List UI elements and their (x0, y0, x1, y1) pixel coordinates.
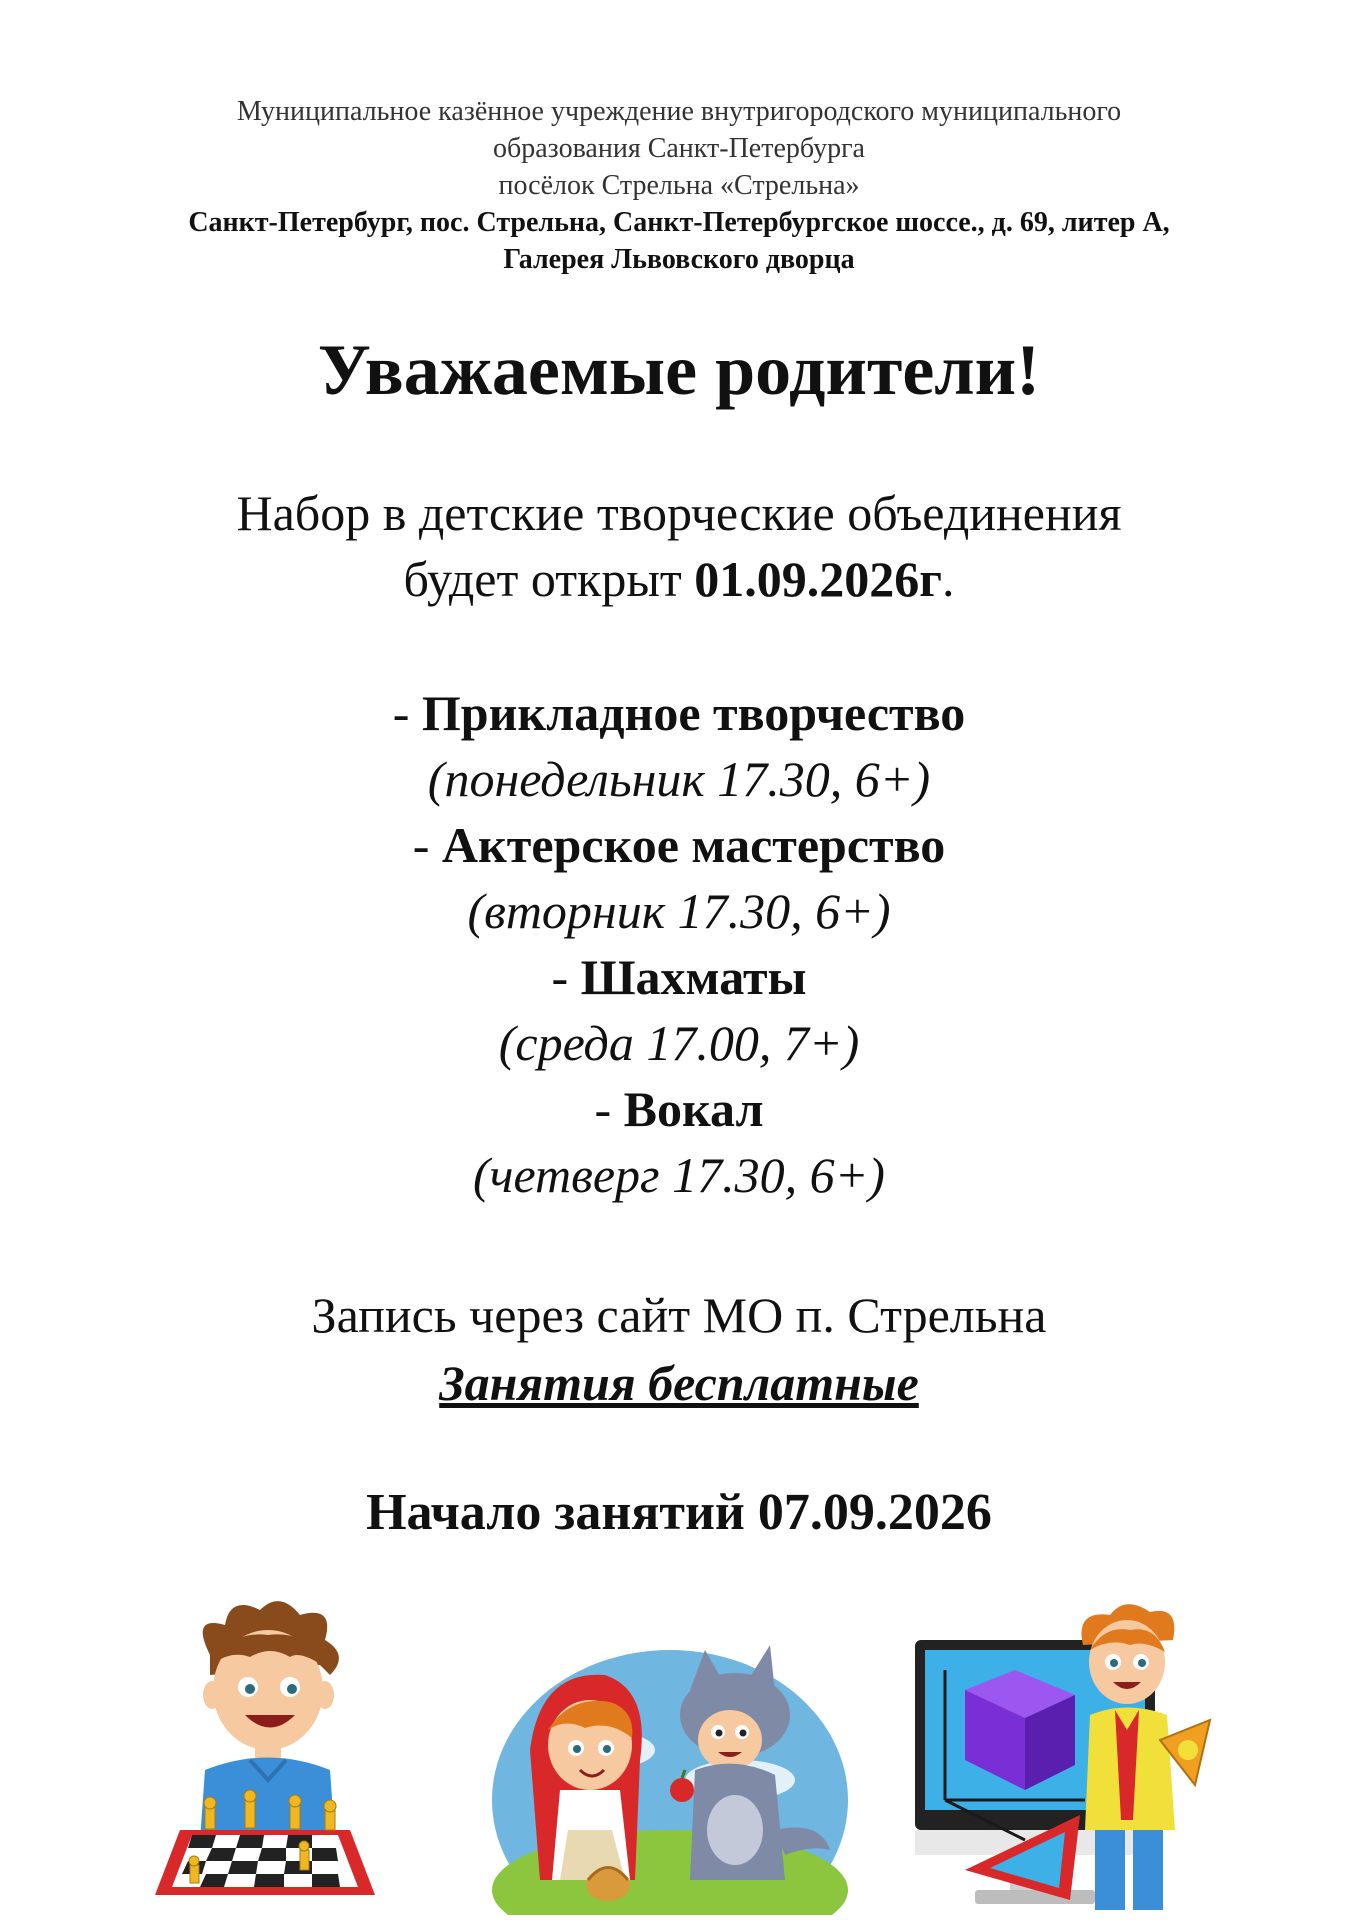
activity-name: - Шахматы (551, 949, 807, 1005)
chess-boy-illustration (150, 1595, 380, 1915)
activity-schedule: (четверг 17.30, 6+) (473, 1147, 885, 1203)
activity-item (0, 680, 1358, 812)
announcement-prefix: будет открыт (403, 551, 695, 607)
address-line-2: Галерея Львовского дворца (503, 244, 855, 275)
activity-schedule: (вторник 17.30, 6+) (467, 883, 891, 939)
signup-note: Запись через сайт МО п. Стрельна (311, 1287, 1047, 1343)
org-header (0, 93, 1358, 278)
free-note-wrap (0, 1350, 1358, 1416)
free-classes-note: Занятия бесплатные (439, 1355, 919, 1411)
classes-start: Начало занятий 07.09.2026 (366, 1484, 992, 1541)
org-line-1: Муниципальное казённое учреждение внутригородского муниципального (236, 96, 1122, 127)
enrollment-date: 01.09.2026г (694, 551, 942, 607)
red-riding-hood-wolf-illustration (490, 1630, 850, 1915)
activity-item (0, 812, 1358, 944)
announcement-suffix: . (942, 551, 955, 607)
announcement-line-2 (0, 546, 1358, 612)
org-line-2: образования Санкт-Петербурга (493, 133, 865, 164)
activity-schedule: (среда 17.00, 7+) (498, 1015, 860, 1071)
activity-item (0, 1076, 1358, 1208)
math-boy-computer-illustration (905, 1600, 1215, 1918)
org-line-3: посёлок Стрельна «Стрельна» (498, 170, 860, 201)
address-line-1: Санкт-Петербург, пос. Стрельна, Санкт-Петербургское шоссе., д. 69, литер А, (188, 207, 1170, 238)
announcement-line-1: Набор в детские творческие объединения (236, 485, 1122, 541)
activity-schedule: (понедельник 17.30, 6+) (427, 751, 931, 807)
activity-name: - Вокал (594, 1081, 764, 1137)
activities-list (0, 680, 1358, 1208)
announcement (0, 480, 1358, 612)
activity-item (0, 944, 1358, 1076)
activity-name: - Прикладное творчество (392, 685, 966, 741)
greeting-title: Уважаемые родители! (317, 330, 1041, 410)
activity-name: - Актерское мастерство (412, 817, 946, 873)
